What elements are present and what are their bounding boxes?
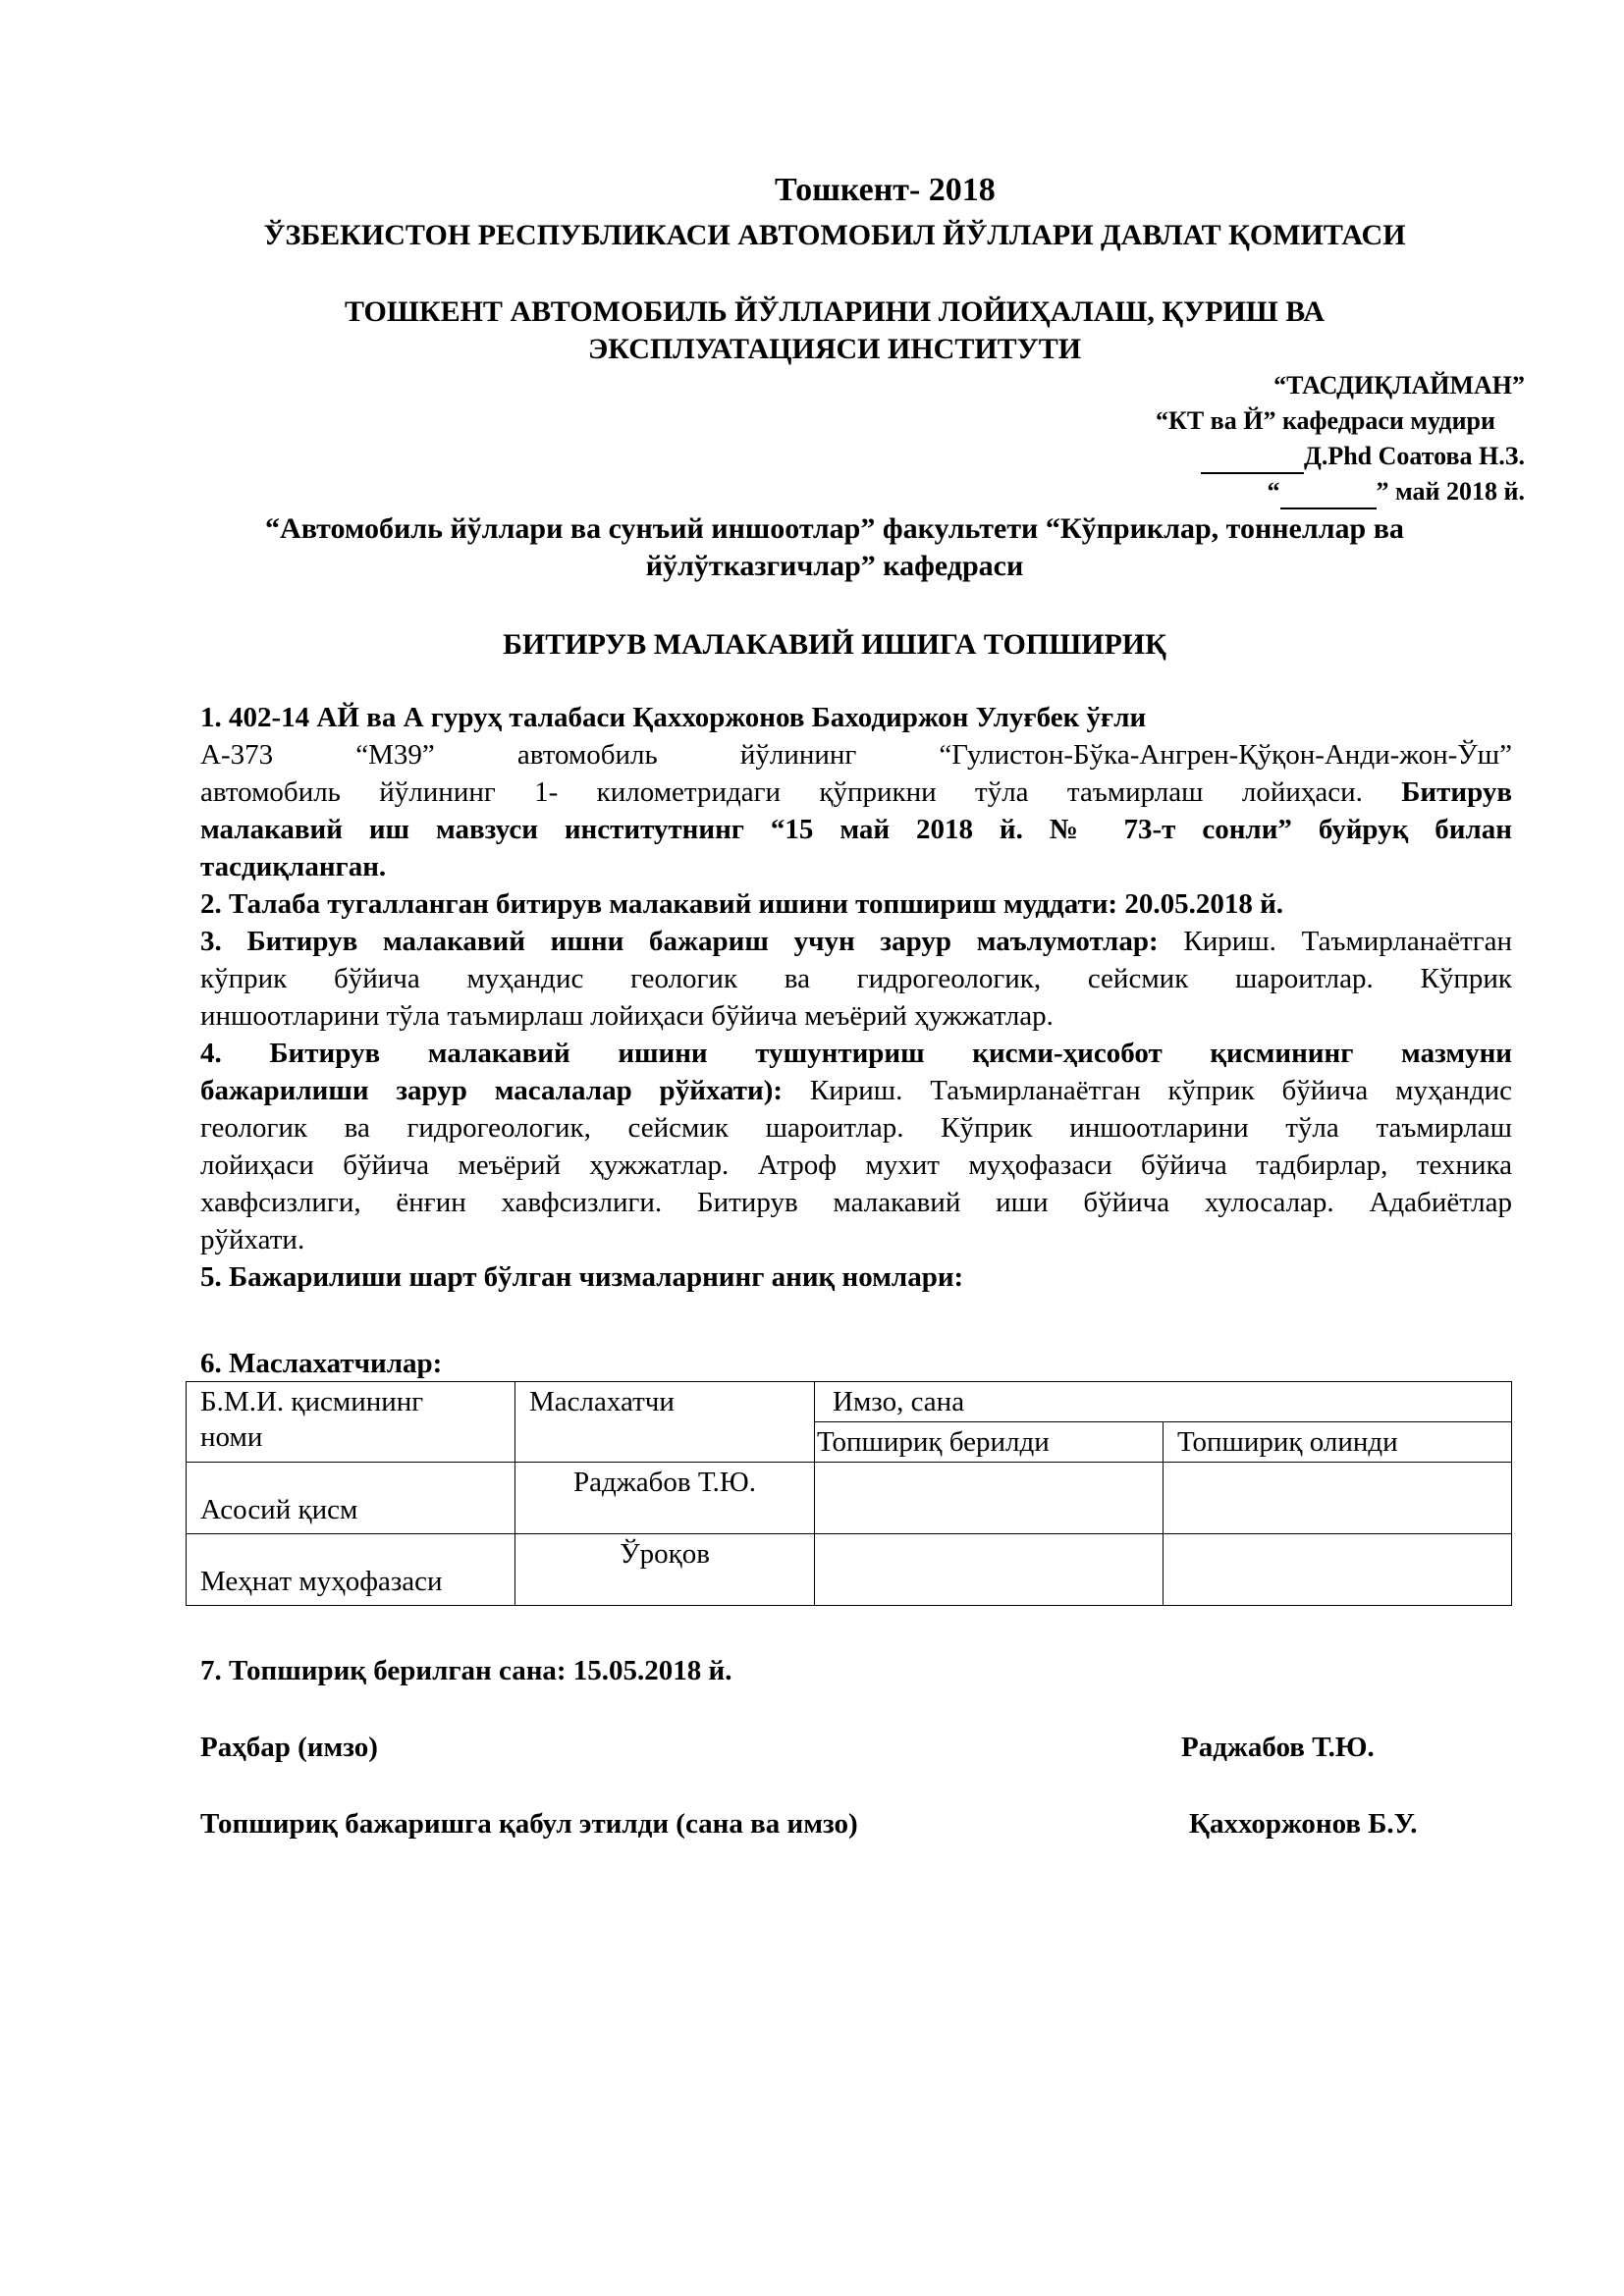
section-4-line5: хавфсизлиги, ёнғин хавфсизлиги. Битирув малакавий иши бўйича хулосалар. Адабиётлар — [200, 1187, 1512, 1218]
header-part-name-line1: Б.М.И. қисмининг — [200, 1386, 424, 1417]
faculty-line2: йўлўтказгичлар” кафедраси — [645, 550, 1024, 582]
consultants-table — [186, 1381, 1512, 1606]
date-rest: ” май 2018 й. — [1376, 477, 1525, 506]
section-3-line2: кўприк бўйича муҳандис геологик ва гидрогеологик, сейсмик шароитлар. Кўприк — [200, 963, 1512, 994]
approval-date — [1268, 476, 1526, 509]
row-part: Меҳнат муҳофазаси — [187, 1534, 515, 1606]
date-open-quote: “ — [1267, 477, 1280, 506]
approval-stamp: “ТАСДИҚЛАЙМАН” — [1273, 371, 1525, 400]
section-3-line1 — [200, 923, 1512, 960]
city-year: Тошкент- 2018 — [775, 172, 996, 208]
row-task-received-cell — [1164, 1534, 1512, 1606]
section-1 — [200, 699, 1512, 1296]
section-4-line4: лойиҳаси бўйича меъёрий ҳужжатлар. Атроф мухит муҳофазаси бўйича тадбирлар, техника — [200, 1149, 1512, 1181]
row-consultant: Ўроқов — [515, 1534, 815, 1606]
approval-position: “КТ ва Й” кафедраси мудири — [1155, 406, 1495, 435]
student-name: Қаххоржонов Б.У. — [1189, 1808, 1418, 1840]
section-2: 2. Талаба тугалланган битирув малакавий ишини топшириш муддати: 20.05.2018 й. — [200, 888, 1284, 920]
institute-title-line2: ЭКСПЛУАТАЦИЯСИ ИНСТИТУТИ — [587, 333, 1082, 365]
supervisor-label: Раҳбар (имзо) — [200, 1732, 378, 1763]
section-1-line3: малакавий иш мавзуси институтнинг “15 май 2018 й. № 73-т сонли” буйруқ билан — [200, 814, 1512, 845]
row-consultant: Раджабов Т.Ю. — [515, 1463, 815, 1534]
committee-title: ЎЗБЕКИСТОН РЕСПУБЛИКАСИ АВТОМОБИЛ ЙЎЛЛАРИ ДАВЛАТ ҚОМИТАСИ — [263, 219, 1406, 251]
row-task-given-cell — [815, 1534, 1164, 1606]
institute-title-line1: ТОШКЕНТ АВТОМОБИЛЬ ЙЎЛЛАРИНИ ЛОЙИҲАЛАШ, ҚУРИШ ВА — [344, 295, 1326, 328]
date-blank-line — [1280, 476, 1377, 509]
header-task-given: Топшириқ берилди — [815, 1422, 1164, 1463]
section-4-bold: бажарилиши зарур масалалар рўйхати): — [200, 1075, 784, 1106]
header-sign-date: Имзо, сана — [815, 1382, 1512, 1422]
signature-line — [1201, 441, 1304, 474]
accepted-label: Топшириқ бажаришга қабул этилди (сана ва имзо) — [200, 1808, 858, 1840]
section-1-line4: тасдиқланган. — [200, 851, 387, 882]
section-4-line3: геологик ва гидрогеологик, сейсмик шароитлар. Кўприк иншоотларини тўла таъмирлаш — [200, 1112, 1512, 1144]
section-6: 6. Маслахатчилар: — [200, 1348, 443, 1379]
section-1-line1: А-373 “М39” автомобиль йўлининг “Гулистон-Бўка-Ангрен-Қўқон-Анди-жон-Ўш” — [200, 739, 1512, 771]
faculty-line1: “Автомобиль йўллари ва сунъий иншоотлар” факультети “Кўприклар, тоннеллар ва — [265, 512, 1404, 545]
header-part-name-line2: номи — [200, 1421, 263, 1453]
section-3-rest: Кириш. Таъмирланаётган — [1158, 926, 1512, 957]
document-title: БИТИРУВ МАЛАКАВИЙ ИШИГА ТОПШИРИҚ — [503, 628, 1166, 661]
section-4-line1: 4. Битирув малакавий ишини тушунтириш қисми-ҳисобот қисмининг мазмуни — [200, 1038, 1512, 1069]
row-task-received-cell — [1164, 1463, 1512, 1534]
approver-name: Д.Phd Соатова Н.З. — [1303, 442, 1525, 470]
section-1-line2-bold: Битирув — [1401, 776, 1512, 808]
header-part-name — [187, 1382, 515, 1463]
row-task-given-cell — [815, 1463, 1164, 1534]
section-4-rest: Кириш. Таъмирланаётган кўприк бўйича муҳандис — [783, 1075, 1513, 1106]
approval-signature — [1201, 441, 1525, 474]
section-1-line2 — [200, 774, 1512, 811]
row-part: Асосий қисм — [187, 1463, 515, 1534]
section-1-heading: 1. 402-14 АЙ ва А гуруҳ талабаси Қаххоржонов Баходиржон Улуғбек ўғли — [200, 702, 1147, 733]
supervisor-name: Раджабов Т.Ю. — [1181, 1732, 1375, 1763]
section-3-line3: иншоотларини тўла таъмирлаш лойиҳаси бўйича меъёрий ҳужжатлар. — [200, 1000, 1054, 1032]
section-7: 7. Топшириқ берилган сана: 15.05.2018 й. — [200, 1655, 732, 1686]
section-5: 5. Бажарилиши шарт бўлган чизмаларнинг аниқ номлари: — [200, 1261, 964, 1293]
section-3-bold: 3. Битирув малакавий ишни бажариш учун зарур маълумотлар: — [200, 926, 1159, 957]
section-4-line6: рўйхати. — [200, 1224, 305, 1255]
section-4-line2 — [200, 1072, 1512, 1109]
header-consultant: Маслахатчи — [515, 1382, 815, 1463]
section-1-line2-text: автомобиль йўлининг 1- километридаги қўприкни тўла таъмирлаш лойиҳаси. — [200, 776, 1402, 808]
header-task-received: Топшириқ олинди — [1164, 1422, 1512, 1463]
